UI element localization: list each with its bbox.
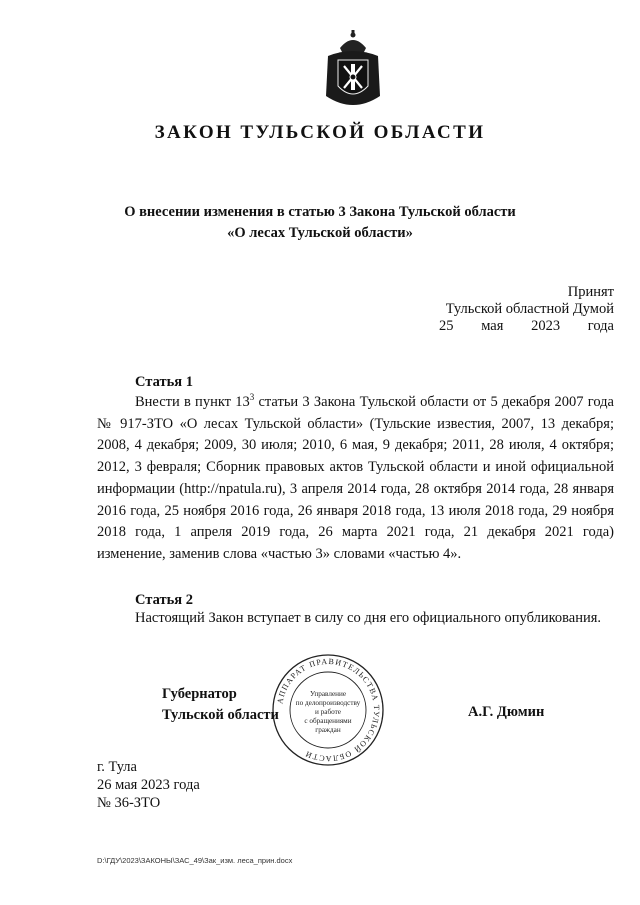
file-path: D:\ГДУ\2023\ЗАКОНЫ\ЗАС_49\Зак_изм. леса_прин.docx — [97, 856, 293, 865]
article-1-superscript: 3 — [249, 392, 255, 403]
adopted-month: мая — [481, 318, 504, 334]
stamp-line-5: граждан — [315, 726, 341, 734]
law-subject — [0, 202, 640, 244]
article-1-text-start: Внести в пункт 13 — [135, 394, 250, 410]
adopted-year: 2023 — [531, 318, 561, 334]
issue-block — [97, 758, 200, 812]
article-1-title: Статья 1 — [135, 374, 193, 390]
article-1-text — [97, 392, 614, 566]
adopted-by: Тульской областной Думой — [445, 301, 614, 317]
governor-title-line-2: Тульской области — [162, 707, 279, 723]
adopted-year-word: года — [587, 318, 614, 334]
stamp-ring-text: АППАРАТ ПРАВИТЕЛЬСТВА ТУЛЬСКОЙ ОБЛАСТИ — [275, 656, 382, 764]
coat-of-arms-icon — [322, 30, 384, 112]
governor-title-line-1: Губернатор — [162, 686, 237, 702]
article-2-text: Настоящий Закон вступает в силу со дня его официального опубликования. — [135, 610, 602, 626]
issue-city: г. Тула — [97, 759, 137, 775]
adopted-day: 25 — [439, 318, 454, 334]
issue-date: 26 мая 2023 года — [97, 777, 200, 793]
stamp-line-2: по делопроизводству — [295, 699, 361, 707]
official-stamp — [270, 652, 386, 768]
governor-title — [162, 684, 279, 726]
adopted-date — [439, 318, 614, 335]
governor-name: А.Г. Дюмин — [468, 704, 545, 720]
subject-line-1: О внесении изменения в статью 3 Закона Тульской области — [124, 204, 516, 220]
adopted-block — [446, 284, 614, 318]
article-1-text-rest: статьи 3 Закона Тульской области от 5 декабря 2007 года № 917-ЗТО «О лесах Тульской области» (Тульские известия, 2007, 13 декабря; 2008, 4 декабря; 2009, 30 июля; 2010, 6 мая, 9 декабря; 2011, 28 июля, 4 октября; 2012, 3 февраля; Сборник правовых актов Тульской области и иной официальной информации (http://npatula.ru), 3 апреля 2014 года, 28 октября 2014 года, 28 января 2016 года, 25 ноября 2016 года, 26 января 2018 года, 13 июля 2018 года, 29 ноября 2018 года, 1 апреля 2019 года, 26 марта 2021 года, 21 декабря 2021 года) изменение, заменив слова «частью 3» словами «частью 4». — [97, 394, 614, 562]
subject-line-2: «О лесах Тульской области» — [227, 225, 413, 241]
law-title: ЗАКОН ТУЛЬСКОЙ ОБЛАСТИ — [154, 122, 486, 143]
issue-number: № 36-ЗТО — [97, 795, 161, 811]
adopted-label: Принят — [567, 284, 614, 300]
stamp-line-1: Управление — [309, 690, 347, 698]
article-2-title: Статья 2 — [135, 592, 193, 608]
stamp-line-4: с обращениями — [304, 717, 352, 725]
stamp-line-3: и работе — [315, 708, 341, 716]
